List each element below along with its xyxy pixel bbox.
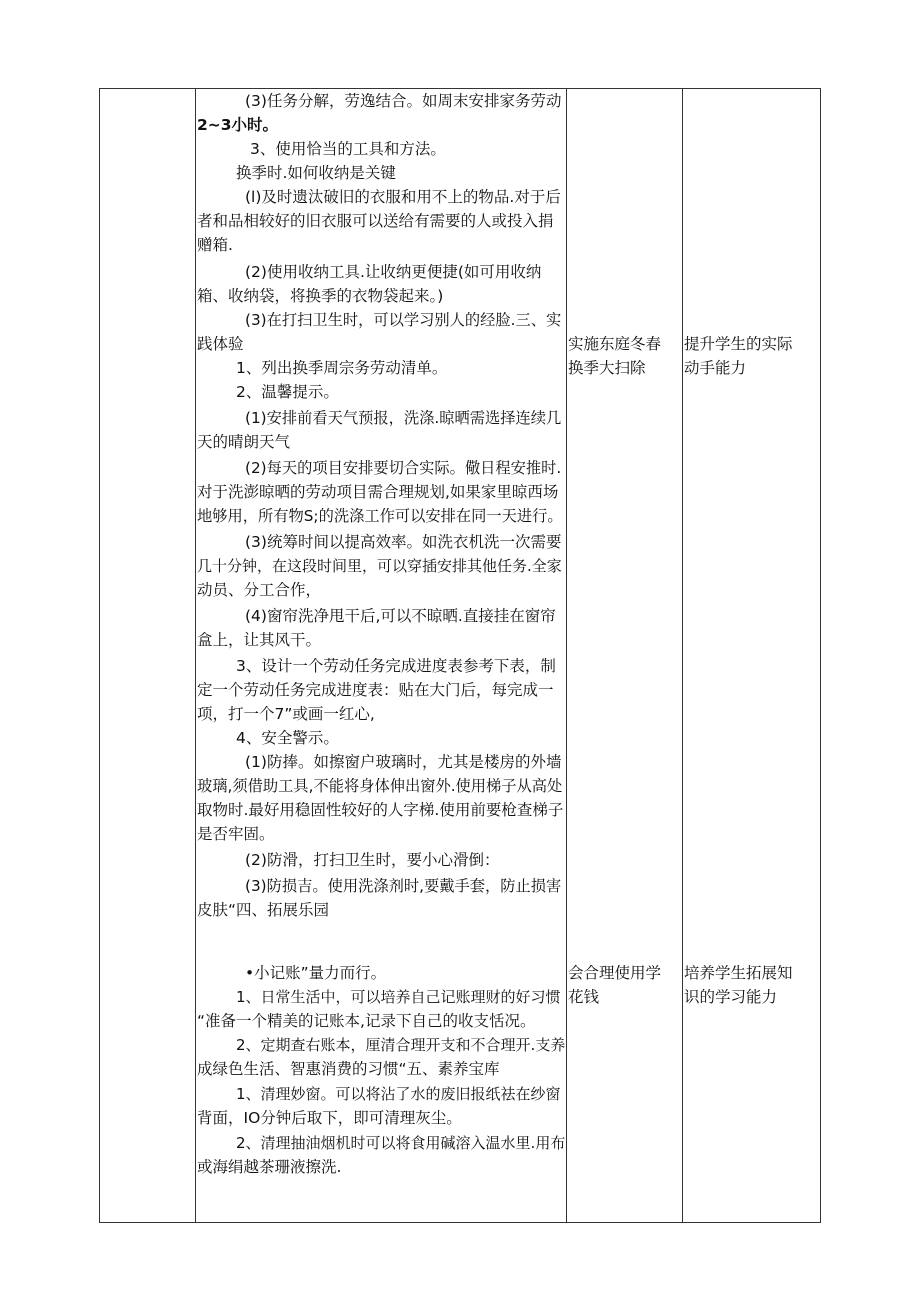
content-line: (1)防捧。如擦窗户玻璃时，尤其是楼房的外墙	[245, 753, 562, 771]
content-line: (2)防滑，打扫卫生时，要小心滑倒：	[245, 851, 500, 869]
content-line: 背面，IO分钟后取下，即可清理灰尘。	[197, 1109, 462, 1127]
column-divider	[195, 89, 196, 1222]
content-line: 项，打一个7”或画一红心,	[197, 705, 375, 723]
content-line: 皮肤“四、拓展乐园	[197, 901, 330, 919]
goal-line: 培养学生拓展知	[684, 964, 793, 982]
content-line: 天的晴朗天气	[197, 433, 291, 451]
goal-line: 识的学习能力	[684, 988, 778, 1006]
content-line: 3、设计一个劳动任务完成进度表参考下表，制	[236, 657, 556, 675]
content-line: •小记账”量力而行。	[245, 964, 387, 982]
content-line: (1)安排前看天气预报，洗涤.晾晒需选择连续几	[245, 409, 562, 427]
content-line: 1、列出换季周宗务劳动清单。	[236, 359, 448, 377]
content-line: (4)窗帘洗净甩干后,可以不晾晒.直接挂在窗帘	[245, 607, 556, 625]
task-line: 换季大扫除	[568, 359, 646, 377]
content-line: 或海绢越茶珊液擦洗.	[197, 1158, 342, 1176]
content-line: 者和品相较好的旧衣服可以送给有需要的人或投入捐	[197, 212, 554, 230]
task-line: 实施东庭冬春	[568, 335, 662, 353]
content-line: 4、安全警示。	[236, 729, 339, 747]
content-line: (l)及时遗汰破旧的衣服和用不上的物品.对于后	[245, 188, 561, 206]
content-line: 是否牢固。	[197, 825, 275, 843]
task-line: 花钱	[568, 988, 600, 1006]
content-line: 赠箱.	[197, 236, 233, 254]
column-divider	[566, 89, 567, 1222]
goal-line: 动手能力	[684, 359, 747, 377]
content-line: 对于洗澎晾晒的劳动项目需合理规划,如果家里晾西场	[197, 483, 559, 501]
content-line: (2)每天的项目安排要切合实际。儆日程安推时.	[245, 459, 562, 477]
task-line: 会合理使用学	[568, 964, 662, 982]
content-line: 2~3小时。	[197, 116, 279, 134]
content-line: 3、使用恰当的工具和方法。	[250, 140, 446, 158]
content-line: (3)防损吉。使用洗涤剂时,要戴手套，防止损害	[245, 877, 562, 895]
content-line: 1、清理妙窗。可以将沾了水的废旧报纸祛在纱窗	[236, 1085, 561, 1103]
content-line: 2、温馨提示。	[236, 383, 339, 401]
goal-line: 提升学生的实际	[684, 335, 793, 353]
content-line: 换季时.如何收纳是关键	[236, 164, 396, 182]
content-line: 取物时.最好用稳固性较好的人字梯.使用前要枪查梯子	[197, 801, 564, 819]
content-line: 践体验	[197, 335, 244, 353]
content-line: 成绿色生活、智惠消费的习惯“五、素养宝库	[197, 1060, 500, 1078]
content-line: (3)统筹时间以提高效率。如洗衣机洗一次需要	[245, 533, 562, 551]
content-line: 动员、分工合作，	[197, 581, 322, 599]
content-line: 几十分钟，在这段时间里，可以穿插安排其他任务.全家	[197, 557, 562, 575]
content-line: 箱、收纳袋，将换季的衣物袋起来。)	[197, 287, 444, 305]
column-divider	[682, 89, 683, 1222]
content-line: (3)在打扫卫生时，可以学习别人的经脸.三、实	[245, 311, 562, 329]
content-line: 定一个劳动任务完成进度表：贴在大门后，每完成一	[197, 681, 554, 699]
lesson-table	[99, 88, 821, 1223]
content-line: 2、定期查右账本，厘清合理开支和不合理开.支养	[236, 1036, 566, 1054]
content-line: (2)使用收纳工具.让收纳更便捷(如可用收纳	[245, 263, 542, 281]
content-line: “准备一个精美的记账本,记录下自己的收支恬况。	[197, 1012, 536, 1030]
content-line: 1、日常生活中，可以培养自己记账理财的好习惯	[236, 988, 561, 1006]
content-line: 玻璃,须借助工具,不能将身体伸出窗外.使用梯子从高处	[197, 777, 563, 795]
content-line: (3)任务分解，劳逸结合。如周末安排家务劳动	[245, 92, 562, 110]
content-line: 盒上，让其风干。	[197, 631, 322, 649]
content-line: 2、清理抽油烟机时可以将食用碱溶入温水里.用布	[236, 1134, 566, 1152]
content-line: 地够用，所有物S;的洗涤工作可以安排在同一天进行。	[197, 507, 563, 525]
